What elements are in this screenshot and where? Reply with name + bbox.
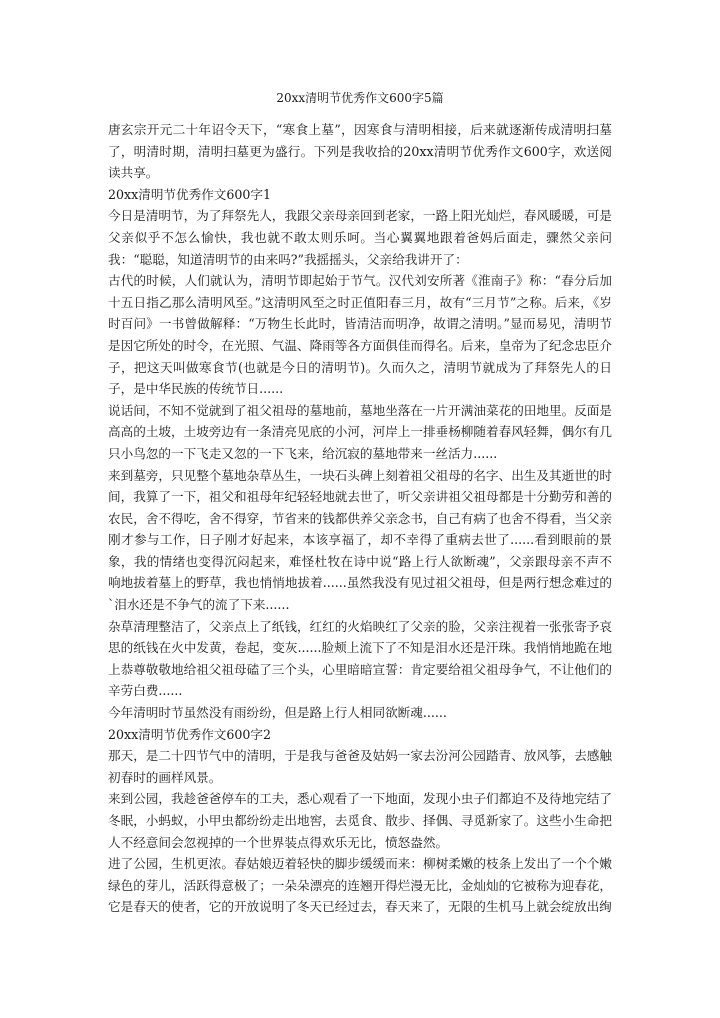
body-paragraph: 那天，是二十四节气中的清明，于是我与爸爸及姑妈一家去汾河公园踏青、放风筝，去感触初春时的画样风景。 xyxy=(108,748,612,785)
body-paragraph: 杂草清理整洁了，父亲点上了纸钱，红红的火焰映红了父亲的脸，父亲注视着一张张寄予哀思的纸钱在火中发黄，卷起，变灰......脸颊上流下了不知是泪水还是汗珠。我悄悄地跪在地上恭尊敬敬地给祖父祖母磕了三个头，心里暗暗宣誓：肯定要给祖父祖母争气，不让他们的辛劳白费...... xyxy=(108,618,612,699)
intro-paragraph: 唐玄宗开元二十年诏令天下，“寒食上墓”，因寒食与清明相接，后来就逐渐传成清明扫墓了，明清时期，清明扫墓更为盛行。下列是我收拾的20xx清明节优秀作文600字，欢送阅读共享。 xyxy=(108,122,612,181)
body-paragraph: 古代的时候，人们就认为，清明节即起始于节气。汉代刘安所著《淮南子》称：“春分后加十五日指乙那么清明风至。”这清明风至之时正值阳春三月，故有“三月节”之称。后来，《岁时百问》一书曾做解释：“万物生长此时，皆清洁而明净，故谓之清明。”显而易见，清明节是因它所处的时令，在光照、气温、降雨等各方面俱佳而得名。后来，皇帝为了纪念忠臣介子，把这天叫做寒食节(也就是今日的清明节)。久而久之，清明节就成为了拜祭先人的日子，是中华民族的传统节日...... xyxy=(108,273,612,397)
body-paragraph: 来到墓旁，只见整个墓地杂草丛生，一块石头碑上刻着祖父祖母的名字、出生及其逝世的时间，我算了一下，祖父和祖母年纪轻轻地就去世了，听父亲讲祖父祖母都是十分勤劳和善的农民，舍不得吃，舍不得穿，节省来的钱都供养父亲念书，自己有病了也舍不得看，当父亲刚才参与工作，日子刚才好起来，本该享福了，却不幸得了重病去世了......看到眼前的景象，我的情绪也变得沉闷起来，难怪杜牧在诗中说“路上行人欲断魂”，父亲跟母亲不声不响地拔着墓上的野草，我也悄悄地拔着......虽然我没有见过祖父祖母，但是两行想念难过的`泪水还是不争气的流了下来...... xyxy=(108,467,612,613)
body-paragraph: 今日是清明节，为了拜祭先人，我跟父亲母亲回到老家，一路上阳光灿烂，春风暖暖，可是父亲似乎不怎么愉快，我也就不敢太则乐呵。当心翼翼地跟着爸妈后面走，骤然父亲问我：“聪聪，知道清明节的由来吗?”我摇摇头，父亲给我讲开了： xyxy=(108,208,612,267)
document-title: 20xx清明节优秀作文600字5篇 xyxy=(276,91,444,105)
document-body xyxy=(108,119,612,918)
body-paragraph: 来到公园，我趁爸爸停车的工夫，悉心观看了一下地面，发现小虫子们都迫不及待地完结了冬眠，小蚂蚁，小甲虫都纷纷走出地窖，去觅食、散步、择偶、寻觅新家了。这些小生命把人不经意间会忽视掉的一个世界装点得欢乐无比，愤怒盎然。 xyxy=(108,791,612,850)
section-heading-2: 20xx清明节优秀作文600字2 xyxy=(108,726,272,742)
body-paragraph: 进了公园，生机更浓。春姑娘迈着轻快的脚步缓缓而来：柳树柔嫩的枝条上发出了一个个嫩绿色的芽儿，活跃得意极了；一朵朵漂亮的连翘开得烂漫无比，金灿灿的它被称为迎春花，它是春天的使者，它的开放说明了冬天已经过去，春天来了，无限的生机马上就会绽放出绚 xyxy=(108,856,612,915)
section-heading-1: 20xx清明节优秀作文600字1 xyxy=(108,186,272,202)
body-paragraph: 说话间，不知不觉就到了祖父祖母的墓地前，墓地坐落在一片开满油菜花的田地里。反面是高高的土坡，土坡旁边有一条清亮见底的小河，河岸上一排垂杨柳随着春风轻舞，偶尔有几只小鸟忽的一下飞走又忽的一下飞来，给沉寂的墓地带来一丝活力...... xyxy=(108,402,612,461)
body-paragraph: 今年清明时节虽然没有雨纷纷，但是路上行人相同欲断魂...... xyxy=(108,705,447,721)
